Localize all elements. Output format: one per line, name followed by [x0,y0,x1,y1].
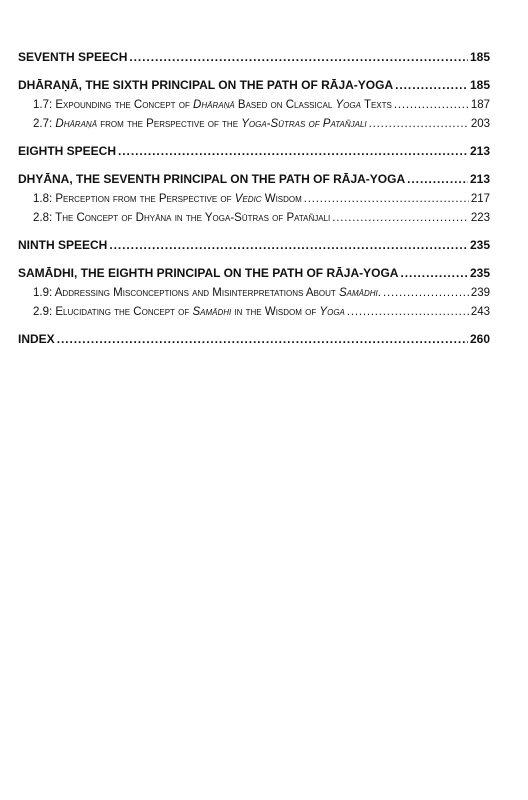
dot-leader [118,140,468,162]
entry-page: 187 [470,99,490,111]
entry-title: 2.9: Elucidating the Concept of Samādhi in the Wisdom of Yoga [33,306,345,318]
table-of-contents [18,46,490,350]
dot-leader [369,115,469,134]
toc-entry-eighth-speech[interactable] [18,140,490,162]
toc-entry-ninth-speech[interactable] [18,234,490,256]
entry-title: INDEX [18,332,55,346]
entry-title: 1.8: Perception from the Perspective of Vedic Wisdom [33,193,302,205]
toc-subentry-2-7[interactable] [18,115,490,134]
dot-leader [395,74,468,96]
entry-page: 203 [470,118,490,130]
toc-subentry-1-9[interactable] [18,284,490,303]
dot-leader [109,234,468,256]
entry-page: 185 [469,50,490,64]
entry-title: 2.7: Dhāraṇā from the Perspective of the Yoga-Sūtras of Patañjali [33,118,367,130]
toc-entry-index[interactable] [18,328,490,350]
entry-page: 223 [470,212,490,224]
entry-title: SEVENTH SPEECH [18,50,128,64]
dot-leader [394,96,469,115]
entry-title: 1.9: Addressing Misconceptions and Misinterpretations About Samādhi. [33,287,381,299]
entry-title: NINTH SPEECH [18,238,108,252]
entry-title: 1.7: Expounding the Concept of Dhāraṇā Based on Classical Yoga Texts [33,99,392,111]
entry-page: 235 [469,238,490,252]
dot-leader [400,262,468,284]
dot-leader [347,303,469,322]
entry-title: EIGHTH SPEECH [18,144,117,158]
dot-leader [407,168,468,190]
toc-subentry-1-7[interactable] [18,96,490,115]
toc-entry-seventh-speech[interactable] [18,46,490,68]
toc-entry-samadhi[interactable] [18,262,490,284]
entry-title: 2.8: The Concept of Dhyāna in the Yoga-Sūtras of Patañjali [33,212,331,224]
dot-leader [304,190,469,209]
toc-subentry-2-9[interactable] [18,303,490,322]
entry-page: 185 [469,78,490,92]
dot-leader [332,209,469,228]
toc-subentry-2-8[interactable] [18,209,490,228]
dot-leader [129,46,468,68]
entry-page: 235 [469,266,490,280]
entry-page: 239 [470,287,490,299]
toc-entry-dharana[interactable] [18,74,490,96]
entry-title: DHĀRAṆĀ, THE SIXTH PRINCIPAL ON THE PATH OF RĀJA-YOGA [18,78,394,92]
dot-leader [57,328,468,350]
toc-entry-dhyana[interactable] [18,168,490,190]
entry-title: SAMĀDHI, THE EIGHTH PRINCIPAL ON THE PATH OF RĀJA-YOGA [18,266,399,280]
toc-subentry-1-8[interactable] [18,190,490,209]
entry-page: 213 [469,144,490,158]
entry-page: 213 [469,172,490,186]
entry-page: 243 [470,306,490,318]
entry-title: DHYĀNA, THE SEVENTH PRINCIPAL ON THE PATH OF RĀJA-YOGA [18,172,406,186]
entry-page: 217 [470,193,490,205]
dot-leader [383,284,469,303]
entry-page: 260 [469,332,490,346]
